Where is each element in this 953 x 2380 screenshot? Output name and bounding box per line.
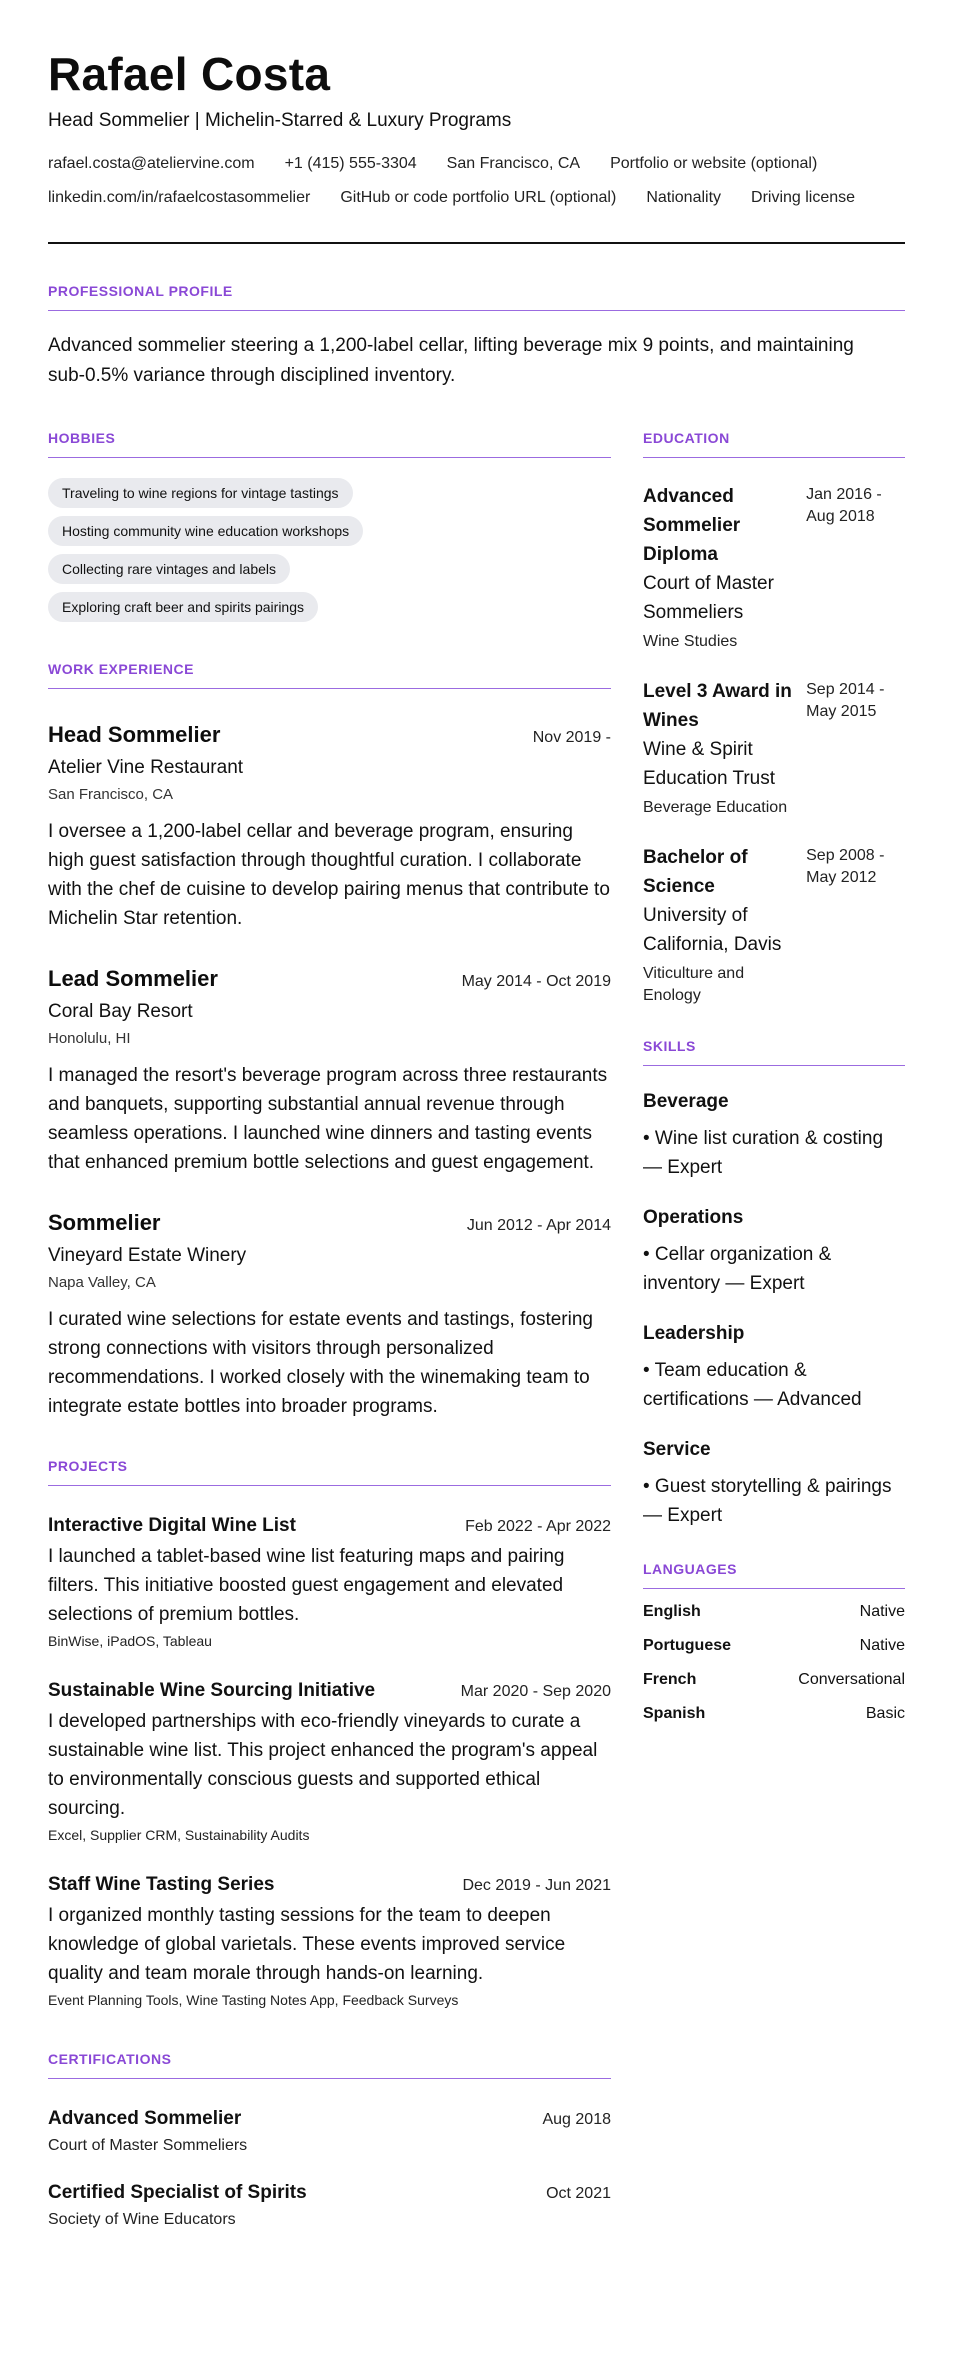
section-divider (48, 310, 905, 311)
job-entry (48, 1209, 611, 1421)
job-entry (48, 965, 611, 1177)
left-column (48, 429, 611, 2231)
project-tech-stack: Excel, Supplier CRM, Sustainability Audits (48, 1827, 310, 1843)
job-dates: Nov 2019 - (532, 729, 611, 746)
right-column (643, 429, 905, 2231)
hobbies-section-title: HOBBIES (48, 430, 116, 446)
projects-section-title: PROJECTS (48, 1458, 128, 1474)
candidate-name: Rafael Costa (48, 48, 331, 100)
language-name: Spanish (643, 1705, 706, 1722)
section-divider (48, 457, 611, 458)
contact-nationality: Nationality (646, 189, 722, 206)
education-degree: Bachelor of Science (643, 847, 748, 897)
profile-section (48, 282, 905, 391)
contact-phone[interactable]: +1 (415) 555-3304 (284, 155, 417, 172)
education-dates: Sep 2014 - May 2015 (806, 681, 885, 720)
certification-date: Aug 2018 (542, 2111, 611, 2128)
contact-github[interactable]: GitHub or code portfolio URL (optional) (340, 189, 617, 206)
education-entry (643, 677, 905, 819)
section-divider (48, 688, 611, 689)
language-name: French (643, 1671, 697, 1688)
project-entry (48, 1873, 611, 2010)
skills-section (643, 1037, 905, 1530)
skill-item: • Guest storytelling & pairings — Expert (643, 1476, 892, 1526)
education-field: Beverage Education (643, 799, 788, 816)
education-section-title: EDUCATION (643, 430, 730, 446)
section-divider (643, 457, 905, 458)
skill-group (643, 1322, 905, 1414)
job-company: Atelier Vine Restaurant (48, 757, 244, 778)
language-name: English (643, 1603, 701, 1620)
hobby-tag: Traveling to wine regions for vintage tastings (48, 478, 353, 508)
projects-section (48, 1457, 611, 2010)
hobby-tag: Hosting community wine education workshops (48, 516, 363, 546)
section-divider (48, 2078, 611, 2079)
skill-category: Service (643, 1439, 711, 1460)
certification-title: Advanced Sommelier (48, 2108, 242, 2129)
contact-list (48, 152, 908, 220)
job-company: Vineyard Estate Winery (48, 1245, 247, 1266)
contact-location: San Francisco, CA (446, 155, 581, 172)
hobby-list (48, 478, 611, 630)
contact-linkedin[interactable]: linkedin.com/in/rafaelcostasommelier (48, 189, 311, 206)
certifications-section-title: CERTIFICATIONS (48, 2051, 172, 2067)
section-divider (643, 1065, 905, 1066)
work-section-title: WORK EXPERIENCE (48, 661, 194, 677)
certification-date: Oct 2021 (546, 2185, 611, 2202)
job-description: I curated wine selections for estate events and tastings, fostering strong connections with visitors through personalized recommendations. I worked closely with the winemaking team to integrate estate bottles into broader programs. (48, 1309, 593, 1417)
certification-issuer: Court of Master Sommeliers (48, 2137, 248, 2154)
skill-item: • Cellar organization & inventory — Expert (643, 1244, 832, 1294)
education-school: Court of Master Sommeliers (643, 573, 774, 623)
project-dates: Feb 2022 - Apr 2022 (465, 1518, 611, 1535)
two-column-body (48, 429, 905, 2231)
certification-issuer: Society of Wine Educators (48, 2211, 236, 2228)
skill-category: Operations (643, 1207, 744, 1228)
education-field: Wine Studies (643, 633, 738, 650)
contact-email[interactable]: rafael.costa@ateliervine.com (48, 155, 255, 172)
project-dates: Mar 2020 - Sep 2020 (460, 1683, 611, 1700)
job-company: Coral Bay Resort (48, 1001, 193, 1022)
job-description: I managed the resort's beverage program across three restaurants and banquets, supporting substantial annual revenue through seamless operations. I launched wine dinners and tasting events that enhanced premium bottle selections and guest engagement. (48, 1065, 608, 1173)
education-degree: Level 3 Award in Wines (643, 681, 792, 731)
contact-portfolio[interactable]: Portfolio or website (optional) (610, 155, 818, 172)
skill-category: Beverage (643, 1091, 729, 1112)
education-school: University of California, Davis (643, 905, 782, 955)
job-dates: Jun 2012 - Apr 2014 (466, 1217, 611, 1234)
job-location: San Francisco, CA (48, 786, 174, 803)
project-title: Sustainable Wine Sourcing Initiative (48, 1680, 376, 1701)
language-level: Native (859, 1603, 905, 1620)
job-description: I oversee a 1,200-label cellar and beverage program, ensuring high guest satisfaction through thoughtful curation. I collaborate with the chef de cuisine to develop pairing menus that contribute to Michelin Star retention. (48, 821, 610, 929)
job-entry (48, 721, 611, 933)
language-row (643, 1669, 905, 1691)
resume-header (48, 48, 905, 244)
language-level: Conversational (798, 1671, 905, 1688)
skill-group (643, 1206, 905, 1298)
language-row (643, 1635, 905, 1657)
job-dates: May 2014 - Oct 2019 (461, 973, 611, 990)
language-level: Basic (865, 1705, 905, 1722)
job-title: Lead Sommelier (48, 966, 218, 991)
project-tech-stack: Event Planning Tools, Wine Tasting Notes App, Feedback Surveys (48, 1992, 459, 2008)
project-title: Staff Wine Tasting Series (48, 1874, 275, 1895)
profile-section-title: PROFESSIONAL PROFILE (48, 283, 233, 299)
project-title: Interactive Digital Wine List (48, 1515, 296, 1536)
project-description: I organized monthly tasting sessions for the team to deepen knowledge of global varietals. These events improved service quality and team morale through hands-on learning. (48, 1905, 566, 1984)
skill-category: Leadership (643, 1323, 745, 1344)
project-tech-stack: BinWise, iPadOS, Tableau (48, 1633, 212, 1649)
certification-title: Certified Specialist of Spirits (48, 2182, 307, 2203)
section-divider (48, 1485, 611, 1486)
hobby-tag: Exploring craft beer and spirits pairings (48, 592, 318, 622)
languages-section (643, 1560, 905, 1725)
education-dates: Sep 2008 - May 2012 (806, 847, 885, 886)
language-row (643, 1601, 905, 1623)
education-field: Viticulture and Enology (643, 965, 745, 1004)
education-school: Wine & Spirit Education Trust (643, 739, 776, 789)
hobby-tag: Collecting rare vintages and labels (48, 554, 290, 584)
education-degree: Advanced Sommelier Diploma (643, 486, 741, 565)
skills-section-title: SKILLS (643, 1038, 696, 1054)
language-row (643, 1703, 905, 1725)
profile-summary: Advanced sommelier steering a 1,200-label cellar, lifting beverage mix 9 points, and maintaining sub-0.5% variance through disciplined inventory. (48, 335, 854, 386)
skill-item: • Wine list curation & costing — Expert (643, 1128, 884, 1178)
job-title: Sommelier (48, 1210, 161, 1235)
job-location: Honolulu, HI (48, 1030, 131, 1047)
education-entry (643, 843, 905, 1007)
skill-group (643, 1438, 905, 1530)
project-description: I launched a tablet-based wine list featuring maps and pairing filters. This initiative boosted guest engagement and elevated selections of premium bottles. (48, 1546, 565, 1625)
language-name: Portuguese (643, 1637, 732, 1654)
education-section (643, 429, 905, 1007)
skill-item: • Team education & certifications — Advanced (643, 1360, 862, 1410)
education-dates: Jan 2016 - Aug 2018 (806, 486, 882, 525)
job-title: Head Sommelier (48, 722, 221, 747)
project-dates: Dec 2019 - Jun 2021 (462, 1877, 611, 1894)
hobbies-section (48, 429, 611, 630)
project-entry (48, 1679, 611, 1845)
certifications-section (48, 2050, 611, 2231)
certification-entry (48, 2181, 611, 2231)
job-location: Napa Valley, CA (48, 1274, 156, 1291)
work-experience-section (48, 660, 611, 1421)
project-description: I developed partnerships with eco-friendly vineyards to curate a sustainable wine list. This project enhanced the program's appeal to environmentally conscious guests and supported ethical sourcing. (48, 1711, 598, 1819)
language-level: Native (859, 1637, 905, 1654)
skill-group (643, 1090, 905, 1182)
contact-driving-license: Driving license (751, 189, 856, 206)
project-entry (48, 1514, 611, 1651)
certification-entry (48, 2107, 611, 2157)
education-entry (643, 482, 905, 653)
header-divider (48, 242, 905, 244)
languages-section-title: LANGUAGES (643, 1561, 737, 1577)
candidate-headline: Head Sommelier | Michelin-Starred & Luxury Programs (48, 110, 512, 131)
section-divider (643, 1588, 905, 1589)
